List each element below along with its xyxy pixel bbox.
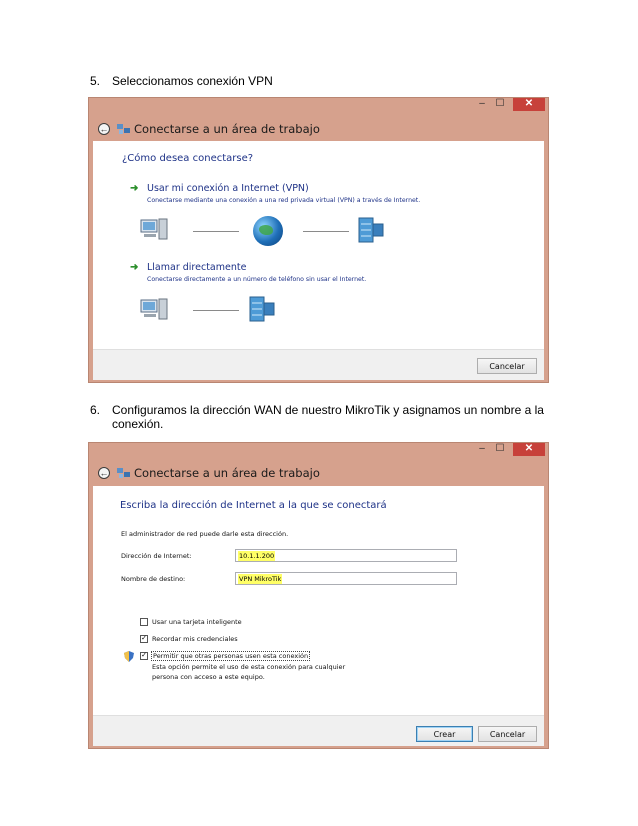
connection-question: ¿Cómo desea conectarse? [122,153,254,164]
workplace-server-icon [357,216,385,244]
cancel-button[interactable]: Cancelar [477,358,537,374]
content-panel [93,486,544,715]
internet-address-input[interactable] [235,549,457,562]
allow-others-description-line2: persona con acceso a este equipo. [152,673,265,681]
address-dialog-window [88,442,549,749]
dialog-footer [93,715,544,746]
connector-line [193,310,239,311]
step-text: Configuramos la dirección WAN de nuestro MikroTik y asignamos un nombre a la conexión. [112,403,544,431]
destination-name-input[interactable] [235,572,457,585]
smart-card-label: Usar una tarjeta inteligente [152,618,242,626]
cancel-button[interactable]: Cancelar [478,726,537,742]
internet-address-value: 10.1.1.200 [239,552,275,560]
content-panel [93,141,544,349]
allow-others-checkbox[interactable]: ✓ [141,652,147,659]
workplace-server-icon [248,295,276,323]
minimize-button[interactable]: – [479,98,485,109]
computer-icon [139,298,169,322]
smart-card-checkbox[interactable] [140,618,148,626]
back-arrow-icon[interactable]: ← [99,468,109,478]
connector-line [193,231,239,232]
vpn-dialog-window [88,97,549,383]
destination-name-label: Nombre de destino: [121,575,186,583]
back-arrow-icon[interactable]: ← [99,124,109,134]
allow-others-label: Permitir que otras personas usen esta conexión [153,652,309,660]
green-arrow-icon: ➜ [130,183,139,194]
option-vpn-title[interactable]: Usar mi conexión a Internet (VPN) [147,183,309,194]
step-number: 6. [90,403,101,417]
green-arrow-icon: ➜ [130,262,139,273]
destination-name-value: VPN MikroTik [239,575,282,583]
dialog-header: Conectarse a un área de trabajo [134,122,320,136]
computer-icon [139,218,169,242]
allow-others-description-line1: Esta opción permite el uso de esta conexión para cualquier [152,663,346,671]
maximize-button[interactable]: ☐ [495,443,505,454]
step-text: Seleccionamos conexión VPN [112,74,273,88]
option-direct-description: Conectarse directamente a un número de teléfono sin usar el Internet. [147,276,367,283]
address-heading: Escriba la dirección de Internet a la que se conectará [120,500,387,511]
close-button[interactable]: ✕ [513,98,545,111]
remember-credentials-label: Recordar mis credenciales [152,635,238,643]
connector-line [303,231,349,232]
create-button[interactable]: Crear [416,726,473,742]
internet-address-label: Dirección de Internet: [121,552,192,560]
network-icon [117,467,130,479]
dialog-header: Conectarse a un área de trabajo [134,466,320,480]
remember-credentials-checkbox[interactable]: ✓ [141,635,147,642]
admin-note: El administrador de red puede darle esta dirección. [121,530,289,538]
internet-globe-icon [253,216,283,246]
step-number: 5. [90,74,101,88]
maximize-button[interactable]: ☐ [495,98,505,109]
dialog-footer [93,349,544,380]
option-vpn-description: Conectarse mediante una conexión a una red privada virtual (VPN) a través de Internet. [147,197,421,204]
network-icon [117,123,130,135]
option-direct-title[interactable]: Llamar directamente [147,262,247,273]
minimize-button[interactable]: – [479,443,485,454]
shield-icon [124,651,134,662]
close-button[interactable]: ✕ [513,443,545,456]
